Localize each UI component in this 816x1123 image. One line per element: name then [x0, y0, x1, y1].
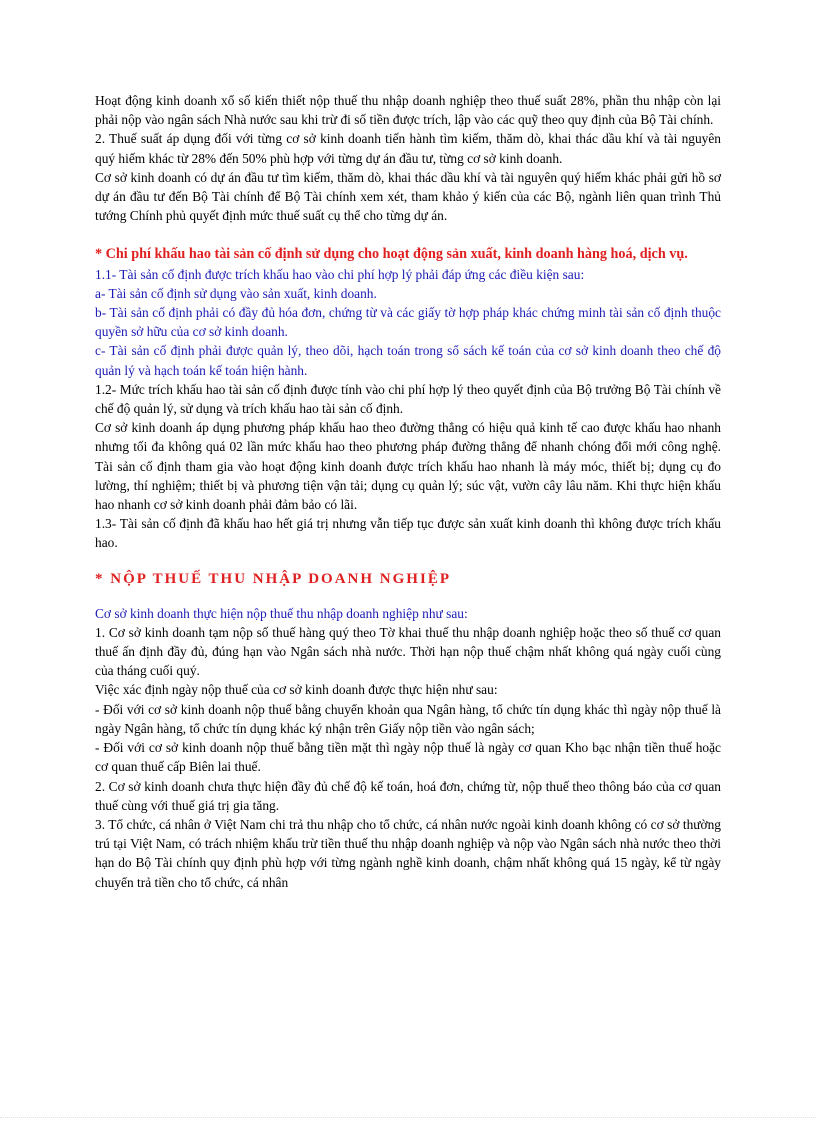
paragraph: Hoạt động kinh doanh xổ số kiến thiết nộp thuế thu nhập doanh nghiệp theo thuế suất 28%, phần thu nhập còn lại phải nộp vào ngân sách Nhà nước sau khi trừ đi số tiền được trích, lập vào các quỹ theo quy định của Bộ Tài chính. [95, 93, 721, 128]
condition-line: b- Tài sản cố định phải có đầy đủ hóa đơn, chứng từ và các giấy tờ hợp pháp khác chứng minh tài sản cố định thuộc quyền sở hữu của cơ sở kinh doanh. [95, 305, 721, 340]
condition-line: a- Tài sản cố định sử dụng vào sản xuất, kinh doanh. [95, 285, 377, 301]
paragraph: 1. Cơ sở kinh doanh tạm nộp số thuế hàng quý theo Tờ khai thuế thu nhập doanh nghiệp hoặc theo số thuế cơ quan thuế ấn định đầy đủ, đúng hạn vào Ngân sách nhà nước. Thời hạn nộp thuế chậm nhất không quá ngày cuối cùng của tháng cuối quý. [95, 624, 721, 679]
page-bottom-divider [0, 1117, 816, 1118]
paragraph: Cơ sở kinh doanh có dự án đầu tư tìm kiếm, thăm dò, khai thác dầu khí và tài nguyên quý hiếm khác phải gửi hồ sơ dự án đầu tư đến Bộ Tài chính để Bộ Tài chính xem xét, tham khảo ý kiến của các Bộ, ngành liên quan trình Thủ tướng Chính phủ quyết định mức thuế suất cụ thể cho từng dự án. [95, 169, 721, 224]
paragraph: 1.3- Tài sản cố định đã khấu hao hết giá trị nhưng vẫn tiếp tục được sản xuất kinh doanh thì không được trích khấu hao. [95, 516, 721, 551]
section-tax-payment [95, 571, 721, 892]
paragraph: 2. Cơ sở kinh doanh chưa thực hiện đầy đủ chế độ kế toán, hoá đơn, chứng từ, nộp thuế theo thông báo của cơ quan thuế cùng với thuế giá trị gia tăng. [95, 778, 721, 813]
paragraph: Việc xác định ngày nộp thuế của cơ sở kinh doanh được thực hiện như sau: [95, 682, 498, 698]
section-tax-rates [95, 91, 721, 225]
section-heading: * NỘP THUẾ THU NHẬP DOANH NGHIỆP [95, 570, 451, 587]
paragraph: - Đối với cơ sở kinh doanh nộp thuế bằng tiền mặt thì ngày nộp thuế là ngày cơ quan Kho bạc nhận tiền thuế hoặc cơ quan thuế cấp Biên lai thuế. [95, 740, 721, 775]
paragraph: - Đối với cơ sở kinh doanh nộp thuế bằng chuyển khoản qua Ngân hàng, tổ chức tín dụng khác thì ngày nộp thuế là ngày Ngân hàng, tổ chức tín dụng khác ký nhận trên Giấy nộp tiền vào ngân sách; [95, 701, 721, 736]
condition-line: 1.1- Tài sản cố định được trích khấu hao vào chi phí hợp lý phải đáp ứng các điều kiện sau: [95, 266, 585, 282]
condition-line: c- Tài sản cố định phải được quản lý, theo dõi, hạch toán trong sổ sách kế toán của cơ sở kinh doanh theo chế độ quản lý và hạch toán kế toán hiện hành. [95, 343, 721, 378]
paragraph: 3. Tổ chức, cá nhân ở Việt Nam chi trả thu nhập cho tổ chức, cá nhân nước ngoài kinh doanh không có cơ sở thường trú tại Việt Nam, có trách nhiệm khấu trừ tiền thuế thu nhập doanh nghiệp và nộp vào Ngân sách nhà nước theo thời hạn do Bộ Tài chính quy định phù hợp với từng ngành nghề kinh doanh, chậm nhất không quá 15 ngày, kể từ ngày chuyển trả tiền cho tổ chức, cá nhân [95, 816, 721, 890]
section-depreciation [95, 245, 721, 552]
document-page [95, 91, 721, 892]
paragraph: Cơ sở kinh doanh áp dụng phương pháp khấu hao theo đường thẳng có hiệu quả kinh tế cao được khấu hao nhanh nhưng tối đa không quá 02 lần mức khấu hao theo phương pháp đường thẳng để nhanh chóng đổi mới công nghệ. Tài sản cố định tham gia vào hoạt động kinh doanh được trích khấu hao nhanh là máy móc, thiết bị; dụng cụ đo lường, thí nghiệm; thiết bị và phương tiện vận tải; dụng cụ quản lý; súc vật, vườn cây lâu năm. Khi thực hiện khấu hao nhanh cơ sở kinh doanh phải đảm bảo có lãi. [95, 420, 721, 513]
section-heading: * Chi phí khấu hao tài sản cố định sử dụng cho hoạt động sản xuất, kinh doanh hàng hoá, dịch vụ. [95, 246, 688, 263]
paragraph: 2. Thuế suất áp dụng đối với từng cơ sở kinh doanh tiến hành tìm kiếm, thăm dò, khai thác dầu khí và tài nguyên quý hiếm khác từ 28% đến 50% phù hợp với từng dự án đầu tư, từng cơ sở kinh doanh. [95, 131, 721, 166]
intro-line: Cơ sở kinh doanh thực hiện nộp thuế thu nhập doanh nghiệp như sau: [95, 605, 468, 621]
paragraph: 1.2- Mức trích khấu hao tài sản cố định được tính vào chi phí hợp lý theo quyết định của Bộ trưởng Bộ Tài chính về chế độ quản lý, sử dụng và trích khấu hao tài sản cố định. [95, 381, 721, 417]
